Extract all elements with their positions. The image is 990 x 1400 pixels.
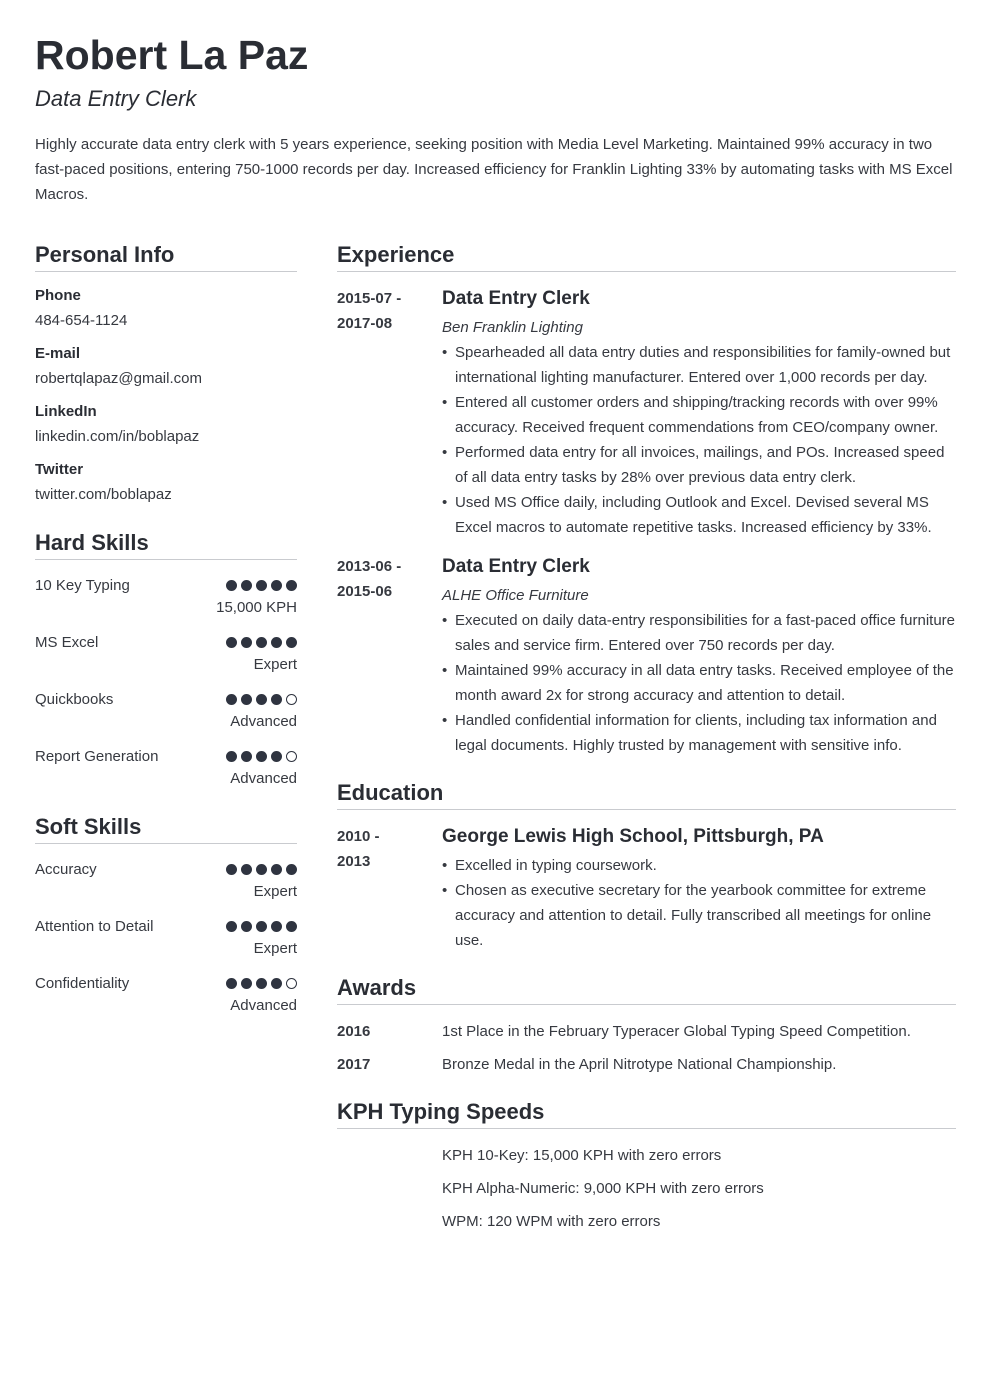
skill-item [35, 631, 297, 676]
section-title-experience: Experience [337, 240, 956, 272]
filled-dot-icon [241, 694, 252, 705]
skill-rating-dots [226, 921, 297, 932]
company-name: Ben Franklin Lighting [442, 319, 583, 336]
twitter-value: twitter.com/boblapaz [35, 486, 172, 503]
candidate-role: Data Entry Clerk [35, 86, 197, 111]
entry-date [337, 554, 442, 758]
skill-row [35, 631, 297, 653]
soft-skills-section [35, 812, 297, 1017]
email-value: robertqlapaz@gmail.com [35, 370, 202, 387]
filled-dot-icon [286, 580, 297, 591]
info-item-phone [35, 286, 297, 332]
award-text: Bronze Medal in the April Nitrotype National Championship. [442, 1056, 837, 1073]
skill-item [35, 745, 297, 790]
job-title: Data Entry Clerk [442, 556, 590, 577]
entry-date [337, 824, 442, 953]
section-title-hard-skills: Hard Skills [35, 528, 297, 560]
section-title-personal-info: Personal Info [35, 240, 297, 272]
award-year: 2016 [337, 1023, 371, 1040]
info-item-email [35, 344, 297, 390]
typing-speed-item: KPH 10-Key: 15,000 KPH with zero errors [442, 1147, 722, 1164]
skill-name: 10 Key Typing [35, 576, 130, 594]
candidate-name: Robert La Paz [35, 32, 309, 78]
filled-dot-icon [241, 864, 252, 875]
skill-item [35, 688, 297, 733]
education-entry [337, 824, 956, 953]
filled-dot-icon [241, 921, 252, 932]
bullet-item: • Maintained 99% accuracy in all data entry tasks. Received employee of the month award 2x for strong accuracy and attention to detail. [442, 658, 956, 708]
filled-dot-icon [226, 864, 237, 875]
filled-dot-icon [271, 921, 282, 932]
filled-dot-icon [241, 978, 252, 989]
entry-body [442, 824, 956, 953]
date-start: 2015-07 - [337, 290, 402, 307]
skill-item [35, 915, 297, 960]
filled-dot-icon [241, 637, 252, 648]
filled-dot-icon [271, 637, 282, 648]
filled-dot-icon [256, 921, 267, 932]
experience-entry [337, 554, 956, 758]
bullet-item: • Performed data entry for all invoices, mailings, and POs. Increased speed of all data entry tasks by 28% over previous data entry clerk. [442, 440, 956, 490]
typing-speeds-section [337, 1097, 956, 1234]
linkedin-value: linkedin.com/in/boblapaz [35, 428, 200, 445]
skill-row [35, 972, 297, 994]
filled-dot-icon [226, 751, 237, 762]
entry-body [442, 286, 956, 540]
filled-dot-icon [241, 751, 252, 762]
filled-dot-icon [256, 637, 267, 648]
empty-dot-icon [286, 694, 297, 705]
filled-dot-icon [226, 921, 237, 932]
skill-level: Expert [253, 883, 297, 900]
section-title-awards: Awards [337, 973, 956, 1005]
filled-dot-icon [271, 751, 282, 762]
skill-rating-dots [226, 580, 297, 591]
school-name: George Lewis High School, Pittsburgh, PA [442, 826, 824, 847]
experience-section [337, 240, 956, 758]
skill-level: Advanced [230, 997, 297, 1014]
filled-dot-icon [226, 978, 237, 989]
skill-item [35, 972, 297, 1017]
hard-skills-list [35, 574, 297, 790]
skill-level: Expert [253, 656, 297, 673]
skill-rating-dots [226, 694, 297, 705]
bullet-list [442, 340, 956, 540]
empty-dot-icon [286, 751, 297, 762]
date-end: 2013 [337, 853, 371, 870]
skill-row [35, 745, 297, 767]
info-label: Phone [35, 287, 81, 304]
filled-dot-icon [286, 864, 297, 875]
skill-name: Report Generation [35, 747, 159, 765]
phone-value: 484-654-1124 [35, 312, 128, 329]
skill-item [35, 574, 297, 619]
skill-level: Advanced [230, 770, 297, 787]
filled-dot-icon [271, 864, 282, 875]
company-name: ALHE Office Furniture [442, 587, 589, 604]
award-year: 2017 [337, 1056, 371, 1073]
typing-speed-item: WPM: 120 WPM with zero errors [442, 1213, 661, 1230]
filled-dot-icon [286, 921, 297, 932]
filled-dot-icon [226, 637, 237, 648]
education-section [337, 778, 956, 953]
bullet-item: • Entered all customer orders and shipping/tracking records with over 99% accuracy. Received frequent commendations from CEO/company owner. [442, 390, 956, 440]
awards-section [337, 973, 956, 1077]
skill-name: Accuracy [35, 860, 97, 878]
section-title-education: Education [337, 778, 956, 810]
hard-skills-section [35, 528, 297, 790]
filled-dot-icon [226, 694, 237, 705]
filled-dot-icon [271, 978, 282, 989]
skill-row [35, 915, 297, 937]
skill-row [35, 688, 297, 710]
skill-level: Expert [253, 940, 297, 957]
info-label: LinkedIn [35, 403, 97, 420]
experience-entry [337, 286, 956, 540]
date-start: 2013-06 - [337, 558, 402, 575]
bullet-item: • Handled confidential information for clients, including tax information and legal documents. Highly trusted by management with sensitive info. [442, 708, 956, 758]
filled-dot-icon [241, 580, 252, 591]
filled-dot-icon [226, 580, 237, 591]
info-label: Twitter [35, 461, 84, 478]
filled-dot-icon [286, 637, 297, 648]
filled-dot-icon [256, 864, 267, 875]
skill-level: Advanced [230, 713, 297, 730]
filled-dot-icon [256, 694, 267, 705]
bullet-list [442, 853, 956, 953]
date-end: 2015-06 [337, 583, 393, 600]
bullet-item: • Excelled in typing coursework. [442, 853, 956, 878]
bullet-item: • Executed on daily data-entry responsibilities for a fast-paced office furniture sales and service firm. Entered over 750 records per day. [442, 608, 956, 658]
section-title-soft-skills: Soft Skills [35, 812, 297, 844]
skill-rating-dots [226, 637, 297, 648]
date-start: 2010 - [337, 828, 380, 845]
personal-info-section [35, 240, 297, 506]
empty-dot-icon [286, 978, 297, 989]
filled-dot-icon [256, 751, 267, 762]
entry-date [337, 286, 442, 540]
skill-name: MS Excel [35, 633, 99, 651]
skill-rating-dots [226, 751, 297, 762]
filled-dot-icon [256, 978, 267, 989]
skill-name: Quickbooks [35, 690, 114, 708]
filled-dot-icon [271, 694, 282, 705]
bullet-item: • Spearheaded all data entry duties and responsibilities for family-owned but international lighting manufacturer. Entered over 1,000 records per day. [442, 340, 956, 390]
left-column [35, 240, 297, 1039]
info-item-linkedin [35, 402, 297, 448]
info-label: E-mail [35, 345, 81, 362]
bullet-item: • Used MS Office daily, including Outlook and Excel. Devised several MS Excel macros to automate repetitive tasks. Increased efficiency by 33%. [442, 490, 956, 540]
typing-speed-item: KPH Alpha-Numeric: 9,000 KPH with zero errors [442, 1180, 764, 1197]
award-item [337, 1052, 956, 1077]
skill-rating-dots [226, 978, 297, 989]
filled-dot-icon [271, 580, 282, 591]
info-item-twitter [35, 460, 297, 506]
skill-row [35, 858, 297, 880]
award-text: 1st Place in the February Typeracer Global Typing Speed Competition. [442, 1023, 911, 1040]
soft-skills-list [35, 858, 297, 1017]
skill-item [35, 858, 297, 903]
skill-name: Attention to Detail [35, 917, 154, 935]
award-item [337, 1019, 956, 1044]
right-column [337, 240, 956, 1254]
skill-rating-dots [226, 864, 297, 875]
entry-body [442, 554, 956, 758]
skill-row [35, 574, 297, 596]
bullet-item: • Chosen as executive secretary for the yearbook committee for extreme accuracy and attention to detail. Fully transcribed all meetings for online use. [442, 878, 956, 953]
date-end: 2017-08 [337, 315, 393, 332]
job-title: Data Entry Clerk [442, 288, 590, 309]
skill-level: 15,000 KPH [216, 599, 297, 616]
summary-paragraph: Highly accurate data entry clerk with 5 years experience, seeking position with Media Level Marketing. Maintained 99% accuracy in two fast-paced positions, entering 750-1000 records per day. Increased efficiency for Franklin Lighting 33% by automating tasks with MS Excel Macros. [35, 136, 953, 203]
bullet-list [442, 608, 956, 758]
section-title-typing-speeds: KPH Typing Speeds [337, 1097, 956, 1129]
filled-dot-icon [256, 580, 267, 591]
skill-name: Confidentiality [35, 974, 130, 992]
